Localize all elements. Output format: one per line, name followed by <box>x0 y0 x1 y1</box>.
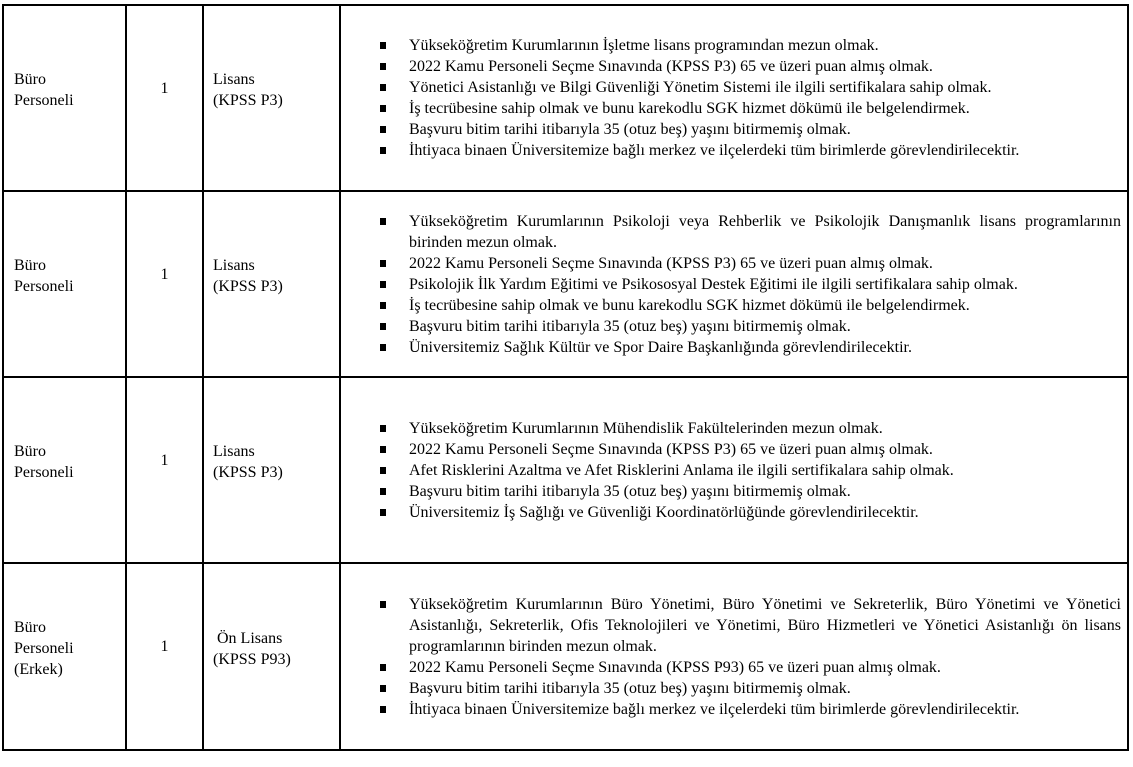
position-line: Büro <box>14 619 46 636</box>
table-row <box>3 191 1128 377</box>
count-value: 1 <box>160 638 169 655</box>
requirement-item: Yükseköğretim Kurumlarının İşletme lisans programından mezun olmak. <box>409 35 1121 56</box>
position-cell <box>3 563 126 750</box>
education-line: (KPSS P93) <box>213 650 291 668</box>
count-cell <box>126 191 203 377</box>
requirement-item: Başvuru bitim tarihi itibarıyla 35 (otuz beş) yaşını bitirmemiş olmak. <box>409 119 1121 140</box>
requirement-item: 2022 Kamu Personeli Seçme Sınavında (KPSS P3) 65 ve üzeri puan almış olmak. <box>409 439 1121 460</box>
count-value: 1 <box>160 265 169 283</box>
education-line: (KPSS P3) <box>213 92 283 109</box>
table-row <box>3 377 1128 563</box>
requirement-item: İş tecrübesine sahip olmak ve bunu karekodlu SGK hizmet dökümü ile belgelendirmek. <box>409 295 1121 316</box>
count-cell <box>126 377 203 563</box>
position-line: Büro <box>14 257 46 274</box>
count-value: 1 <box>160 79 169 97</box>
position-line: Personeli <box>14 640 74 657</box>
education-cell <box>203 377 340 563</box>
requirement-item: 2022 Kamu Personeli Seçme Sınavında (KPSS P3) 65 ve üzeri puan almış olmak. <box>409 253 1121 274</box>
requirement-item: Afet Risklerini Azaltma ve Afet Risklerini Anlama ile ilgili sertifikalara sahip olmak. <box>409 460 1121 481</box>
requirement-item: Başvuru bitim tarihi itibarıyla 35 (otuz beş) yaşını bitirmemiş olmak. <box>409 481 1121 502</box>
requirement-item: Yükseköğretim Kurumlarının Psikoloji veya Rehberlik ve Psikolojik Danışmanlık lisans programlarının birinden mezun olmak. <box>409 212 1121 251</box>
position-line: Personeli <box>14 464 74 481</box>
count-cell <box>126 5 203 191</box>
requirements-list <box>341 418 1127 523</box>
requirements-cell <box>340 5 1128 191</box>
requirements-cell <box>340 191 1128 377</box>
requirement-item: Yükseköğretim Kurumlarının Mühendislik Fakültelerinden mezun olmak. <box>409 418 1121 439</box>
requirements-cell <box>340 563 1128 750</box>
table-row <box>3 5 1128 191</box>
requirement-item: Psikolojik İlk Yardım Eğitimi ve Psikososyal Destek Eğitimi ile ilgili sertifikalara sahip olmak. <box>409 274 1121 295</box>
requirement-item: Başvuru bitim tarihi itibarıyla 35 (otuz beş) yaşını bitirmemiş olmak. <box>409 316 1121 337</box>
table-row <box>3 563 1128 750</box>
count-cell <box>126 563 203 750</box>
education-line: Lisans <box>213 443 255 460</box>
position-line: Personeli <box>14 92 74 109</box>
education-line: Ön Lisans <box>217 629 283 647</box>
count-value: 1 <box>160 451 169 469</box>
education-cell <box>203 5 340 191</box>
education-line: Lisans <box>213 71 255 88</box>
requirement-item: İhtiyaca binaen Üniversitemize bağlı merkez ve ilçelerdeki tüm birimlerde görevlendirilecektir. <box>409 699 1121 720</box>
requirements-list <box>341 211 1127 358</box>
requirement-item: İş tecrübesine sahip olmak ve bunu karekodlu SGK hizmet dökümü ile belgelendirmek. <box>409 98 1121 119</box>
position-line: (Erkek) <box>14 661 63 678</box>
requirement-item: 2022 Kamu Personeli Seçme Sınavında (KPSS P93) 65 ve üzeri puan almış olmak. <box>409 657 1121 678</box>
position-line: Personeli <box>14 278 74 295</box>
requirement-item: Üniversitemiz İş Sağlığı ve Güvenliği Koordinatörlüğünde görevlendirilecektir. <box>409 502 1121 523</box>
position-line: Büro <box>14 71 46 88</box>
position-cell <box>3 377 126 563</box>
requirements-cell <box>340 377 1128 563</box>
education-line: Lisans <box>213 257 255 274</box>
requirement-item: İhtiyaca binaen Üniversitemize bağlı merkez ve ilçelerdeki tüm birimlerde görevlendirilecektir. <box>409 140 1121 161</box>
requirements-list <box>341 594 1127 720</box>
requirement-item: Yönetici Asistanlığı ve Bilgi Güvenliği Yönetim Sistemi ile ilgili sertifikalara sahip olmak. <box>409 77 1121 98</box>
education-cell <box>203 191 340 377</box>
requirement-item: Üniversitemiz Sağlık Kültür ve Spor Daire Başkanlığında görevlendirilecektir. <box>409 337 1121 358</box>
requirements-list <box>341 35 1127 161</box>
requirement-item: Başvuru bitim tarihi itibarıyla 35 (otuz beş) yaşını bitirmemiş olmak. <box>409 678 1121 699</box>
education-line: (KPSS P3) <box>213 278 283 295</box>
education-cell <box>203 563 340 750</box>
requirement-item: 2022 Kamu Personeli Seçme Sınavında (KPSS P3) 65 ve üzeri puan almış olmak. <box>409 56 1121 77</box>
position-cell <box>3 5 126 191</box>
education-line: (KPSS P3) <box>213 464 283 481</box>
position-cell <box>3 191 126 377</box>
position-line: Büro <box>14 443 46 460</box>
positions-table <box>2 4 1129 751</box>
requirement-item: Yükseköğretim Kurumlarının Büro Yönetimi, Büro Yönetimi ve Sekreterlik, Büro Yönetimi ve Yönetici Asistanlığı, Sekreterlik, Ofis Teknolojileri ve Yönetimi, Büro Hizmetleri ve Yönetici Asistanlığı ön lisans programlarının birinden mezun olmak. <box>409 595 1121 655</box>
